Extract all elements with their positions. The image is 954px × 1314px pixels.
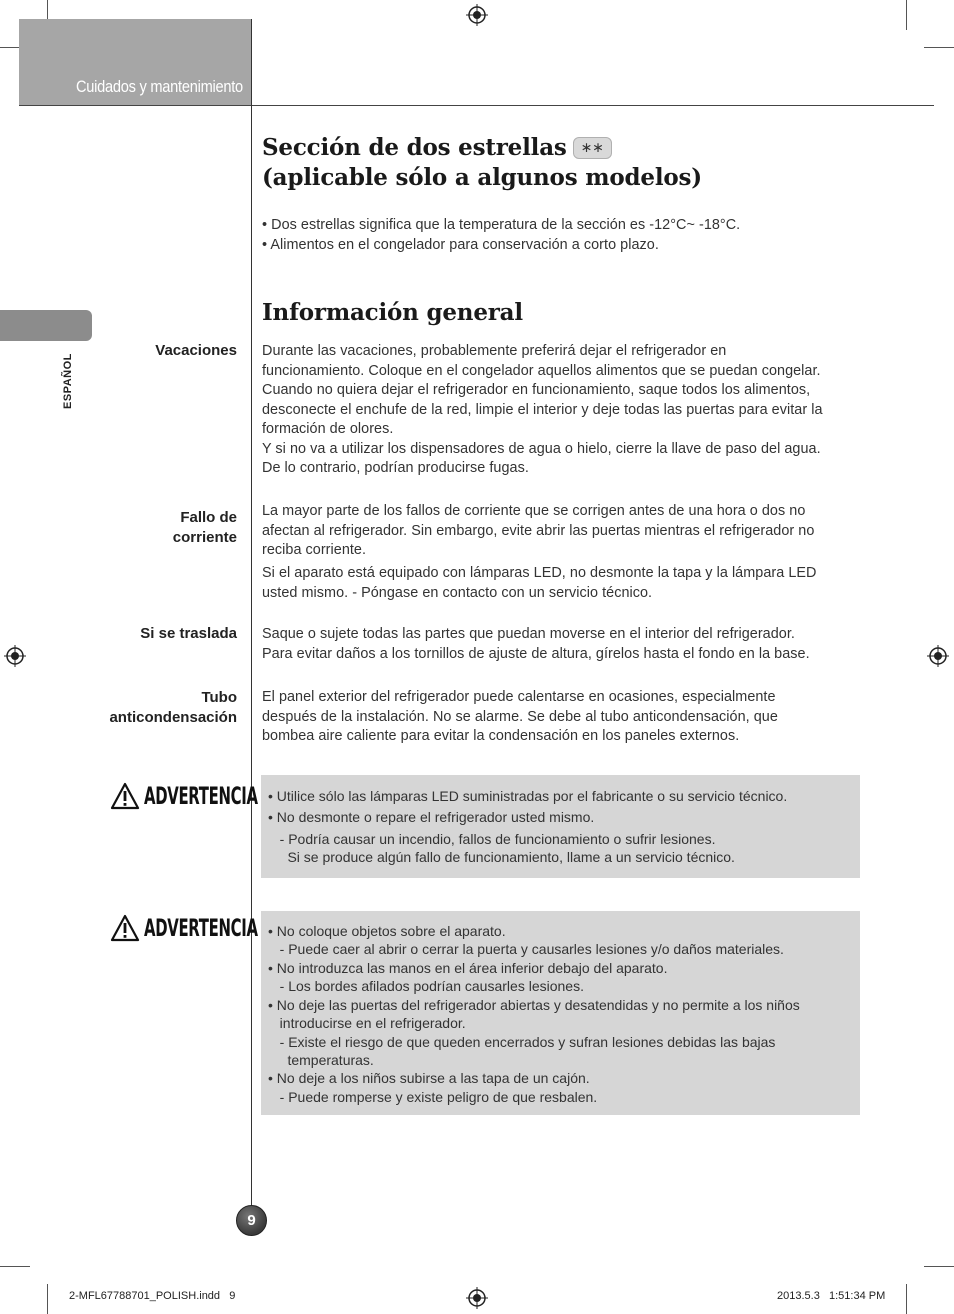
label-line: Tubo	[201, 689, 237, 706]
text-line: bombea aire caliente para evitar la condensación en los paneles externos.	[262, 728, 740, 744]
fallo-text-b	[262, 564, 882, 603]
crop-mark	[906, 0, 907, 30]
warning-box	[261, 911, 860, 1115]
text-line: después de la instalación. No se alarme. Se debe al tubo anticondensación, que	[262, 708, 778, 725]
warning-line: temperaturas.	[268, 1052, 374, 1068]
text-line: Si el aparato está equipado con lámparas LED, no desmonte la tapa y la lámpara LED	[262, 565, 817, 581]
bullet-item: • Alimentos en el congelador para conservación a corto plazo.	[262, 236, 659, 253]
text-line: usted mismo. - Póngase en contacto con un servicio técnico.	[262, 584, 653, 601]
two-star-badge-icon: ∗∗	[573, 137, 612, 159]
crop-mark	[924, 47, 954, 48]
warning-line: - Los bordes afilados podrían causarles lesiones.	[268, 978, 584, 994]
tubo-text	[262, 688, 882, 747]
registration-mark-icon	[466, 4, 488, 26]
label-line: anticondensación	[109, 708, 237, 726]
warning-line: • No coloque objetos sobre el aparato.	[268, 923, 506, 939]
text-line: formación de olores.	[262, 421, 394, 437]
label-fallo-corriente	[37, 508, 237, 547]
two-star-title-line1: Sección de dos estrellas	[262, 134, 567, 161]
warning-line: • No introduzca las manos en el área inferior debajo del aparato.	[268, 960, 668, 976]
label-line: corriente	[172, 528, 237, 546]
footer-filename: 2-MFL67788701_POLISH.indd 9	[69, 1290, 236, 1302]
label-si-se-traslada: Si se traslada	[140, 625, 237, 642]
two-star-heading	[262, 133, 902, 193]
label-vacaciones: Vacaciones	[155, 342, 237, 359]
text-line: El panel exterior del refrigerador puede calentarse en ocasiones, especialmente	[262, 689, 776, 705]
text-line: Durante las vacaciones, probablemente preferirá dejar el refrigerador en	[262, 343, 727, 359]
label-line: Fallo de	[180, 509, 237, 526]
header-divider	[19, 105, 934, 106]
warning-line: - Podría causar un incendio, fallos de funcionamiento o sufrir lesiones.	[268, 831, 716, 847]
general-info-heading: Información general	[262, 299, 523, 326]
text-line: Cuando no quiera dejar el refrigerador en funcionamiento, saque todos los alimentos,	[262, 382, 811, 398]
language-tab	[0, 310, 92, 341]
warning-line: • Utilice sólo las lámparas LED suministradas por el fabricante o su servicio técnico.	[268, 788, 788, 804]
crop-mark	[0, 1266, 30, 1267]
warning-title: ADVERTENCIA	[144, 782, 258, 810]
warning-line: • No deje a los niños subirse a las tapa de un cajón.	[268, 1070, 590, 1086]
footer-timestamp: 2013.5.3 1:51:34 PM	[777, 1290, 886, 1302]
warning-line: - Puede romperse y existe peligro de que resbalen.	[268, 1089, 598, 1105]
crop-mark	[47, 1284, 48, 1314]
warning-box	[261, 775, 860, 878]
warning-line: Si se produce algún fallo de funcionamiento, llame a un servicio técnico.	[268, 849, 735, 865]
label-tubo-anticondensacion	[37, 688, 237, 727]
text-line: Saque o sujete todas las partes que puedan moverse en el interior del refrigerador.	[262, 626, 795, 642]
warning-triangle-icon	[110, 782, 140, 810]
crop-mark	[906, 1284, 907, 1314]
traslada-text	[262, 625, 882, 664]
vacaciones-text	[262, 342, 882, 479]
warning-line: • No deje las puertas del refrigerador abiertas y desatendidas y no permite a los niños	[268, 997, 800, 1013]
text-line: De lo contrario, podrían producirse fugas.	[262, 460, 529, 476]
registration-mark-icon	[927, 645, 949, 667]
warning-line: • No desmonte o repare el refrigerador usted mismo.	[268, 809, 595, 825]
section-title: Cuidados y mantenimiento	[76, 77, 243, 96]
text-line: afectan al refrigerador. Sin embargo, evite abrir las puertas mientras el refrigerador no	[262, 522, 815, 539]
warning-line: - Puede caer al abrir o cerrar la puerta y causarles lesiones y/o daños materiales.	[268, 941, 784, 957]
text-line: La mayor parte de los fallos de corriente que se corrigen antes de una hora o dos no	[262, 503, 806, 519]
warning-triangle-icon	[110, 914, 140, 942]
text-line: Y si no va a utilizar los dispensadores de agua o hielo, cierre la llave de paso del agua.	[262, 440, 821, 457]
bullet-item: • Dos estrellas significa que la temperatura de la sección es -12°C~ -18°C.	[262, 217, 741, 233]
registration-mark-icon	[466, 1287, 488, 1309]
text-line: desconecte el enchufe de la red, limpie el interior y deje todas las puertas para evitar la	[262, 401, 823, 418]
crop-mark	[924, 1266, 954, 1267]
warning-line: introducirse en el refrigerador.	[268, 1015, 466, 1031]
two-star-title-line2: (aplicable sólo a algunos modelos)	[262, 164, 702, 191]
column-divider	[251, 19, 252, 1209]
text-line: reciba corriente.	[262, 542, 367, 558]
registration-mark-icon	[4, 645, 26, 667]
text-line: Para evitar daños a los tornillos de ajuste de altura, gírelos hasta el fondo en la base.	[262, 645, 810, 662]
page-number: 9	[236, 1205, 267, 1236]
language-label: ESPAÑOL	[62, 353, 74, 409]
warning-line: - Existe el riesgo de que queden encerrados y sufran lesiones debidas las bajas	[268, 1034, 776, 1050]
fallo-text-a	[262, 502, 882, 561]
warning-title: ADVERTENCIA	[144, 914, 258, 942]
text-line: funcionamiento. Coloque en el congelador aquellos alimentos que se puedan congelar.	[262, 362, 821, 379]
two-star-bullets	[262, 216, 882, 255]
